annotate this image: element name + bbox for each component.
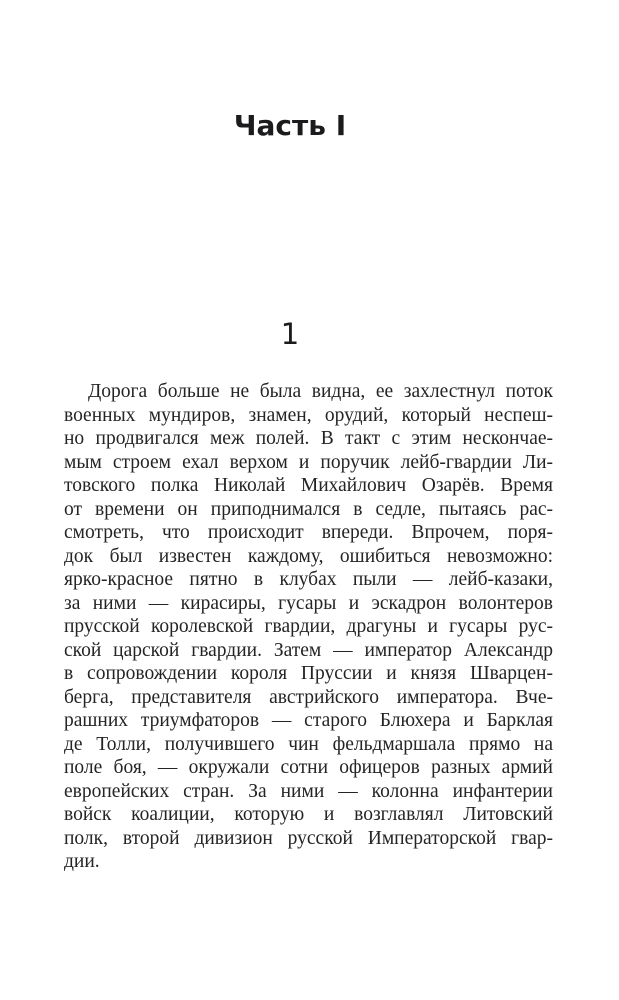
paragraph-line: в сопровождении короля Пруссии и князя Шварцен- — [64, 663, 553, 684]
paragraph-line: товского полка Николай Михайлович Озарёв. Время — [64, 475, 553, 496]
paragraph-line: дии. — [64, 851, 100, 872]
paragraph-line: европейских стран. За ними — колонна инфантерии — [64, 780, 553, 802]
paragraph-line: ярко-красное пятно в клубах пыли — лейб-казаки, — [64, 569, 553, 590]
paragraph-line: от времени он приподнимался в седле, пытаясь рас- — [64, 498, 553, 520]
paragraph-line: за ними — кирасиры, гусары и эскадрон волонтеров — [64, 592, 553, 614]
paragraph-line: ской царской гвардии. Затем — император Александр — [64, 639, 553, 661]
paragraph-line: прусской королевской гвардии, драгуны и гусары рус- — [64, 616, 553, 637]
paragraph-line: де Толли, получившего чин фельдмаршала прямо на — [64, 733, 553, 755]
paragraph-line: полк, второй дивизион русской Императорской гвар- — [64, 827, 553, 849]
paragraph-line: поле боя, — окружали сотни офицеров разных армий — [64, 757, 553, 778]
chapter-number: 1 — [280, 317, 300, 351]
paragraph-line: док был известен каждому, ошибиться невозможно: — [64, 545, 553, 567]
part-heading: Часть I — [233, 109, 347, 142]
paragraph-line: мым строем ехал верхом и поручик лейб-гвардии Ли- — [64, 451, 553, 473]
paragraph-line: войск коалиции, которую и возглавлял Литовский — [64, 804, 553, 825]
paragraph-line: смотреть, что происходит впереди. Впрочем, поря- — [64, 522, 553, 543]
paragraph-line: Дорога больше не была видна, ее захлестнул поток — [88, 381, 553, 402]
paragraph-line: но продвигался меж полей. В такт с этим нескончае- — [64, 428, 553, 449]
paragraph-line: рашних триумфаторов — старого Блюхера и Барклая — [64, 710, 553, 731]
paragraph-line: берга, представителя австрийского императора. Вче- — [64, 686, 553, 708]
body-paragraph — [64, 380, 553, 874]
paragraph-line: военных мундиров, знамен, орудий, который неспеш- — [64, 404, 553, 426]
